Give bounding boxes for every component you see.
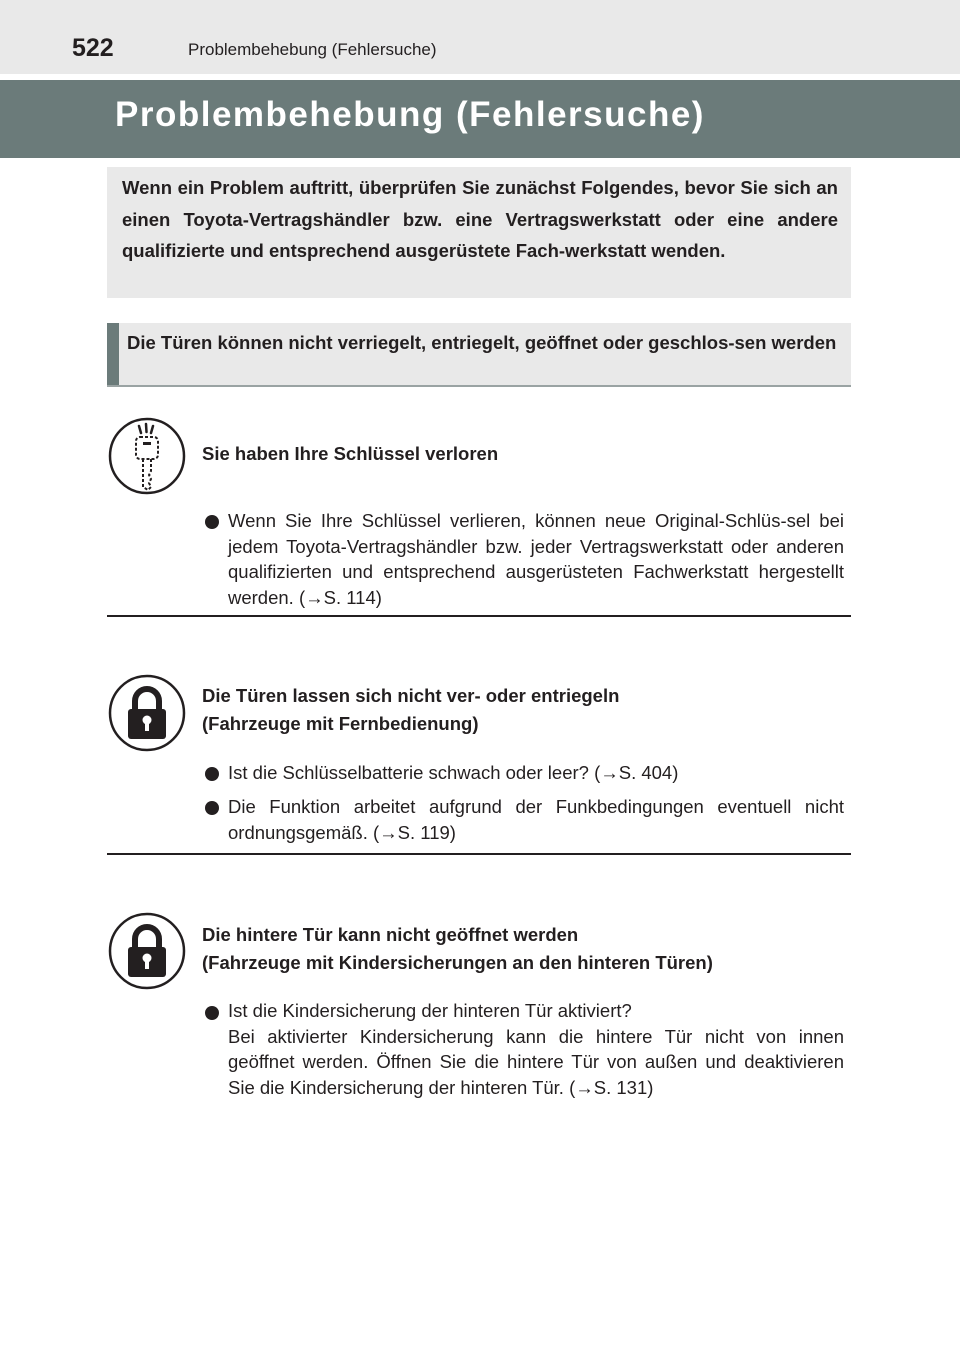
running-title: Problembehebung (Fehlersuche) <box>188 40 437 59</box>
item-title-remote-lock: Die Türen lassen sich nicht ver- oder entriegeln (Fahrzeuge mit Fernbedienung) <box>202 685 620 734</box>
intro-text: Wenn ein Problem auftritt, überprüfen Sie zunächst Folgendes, bevor Sie sich an einen Toyota-Vertragshändler bzw. eine Vertragswerkstatt oder eine andere qualifizierte und entsprechend ausgerüstete Fach-werkstatt wenden. <box>122 177 838 261</box>
bullet-dot <box>205 1006 219 1020</box>
key-icon <box>108 417 186 495</box>
bullet-text: Wenn Sie Ihre Schlüssel verlieren, können neue Original-Schlüs-sel bei jedem Toyota-Vertragshändler bzw. jeder Vertragswerkstatt oder anderen qualifizierten und entsprechend ausgerüsteten Fachwerkstatt hergestellt werden. (→S. 114) <box>228 510 844 608</box>
section-heading-underline <box>107 385 851 387</box>
bullet-dot <box>205 767 219 781</box>
bullet-text: Ist die Kindersicherung der hinteren Tür aktiviert? Bei aktivierter Kindersicherung kann die hintere Tür nicht von innen geöffnet werden. Öffnen Sie die hintere Tür von außen und deaktivieren Sie die Kindersicherung der hinteren Tür. (→S. 131) <box>228 1000 844 1098</box>
item-divider <box>107 615 851 617</box>
bullet-dot <box>205 801 219 815</box>
item-title-lost-keys: Sie haben Ihre Schlüssel verloren <box>202 443 499 464</box>
bullet-text: Die Funktion arbeitet aufgrund der Funkbedingungen eventuell nicht ordnungsgemäß. (→S. 119) <box>228 796 844 843</box>
section-heading: Die Türen können nicht verriegelt, entriegelt, geöffnet oder geschlos-sen werden <box>127 332 837 353</box>
page-number: 522 <box>72 34 114 62</box>
page-title: Problembehebung (Fehlersuche) <box>115 95 705 134</box>
item-divider <box>107 853 851 855</box>
section-heading-accent-bar <box>107 323 119 385</box>
bullet-dot <box>205 515 219 529</box>
padlock-icon <box>108 674 186 752</box>
item-title-child-lock: Die hintere Tür kann nicht geöffnet werden (Fahrzeuge mit Kindersicherungen an den hinteren Türen) <box>202 924 713 973</box>
page-header-bar <box>0 0 960 74</box>
padlock-icon <box>108 912 186 990</box>
bullet-text: Ist die Schlüsselbatterie schwach oder leer? (→S. 404) <box>228 762 679 783</box>
